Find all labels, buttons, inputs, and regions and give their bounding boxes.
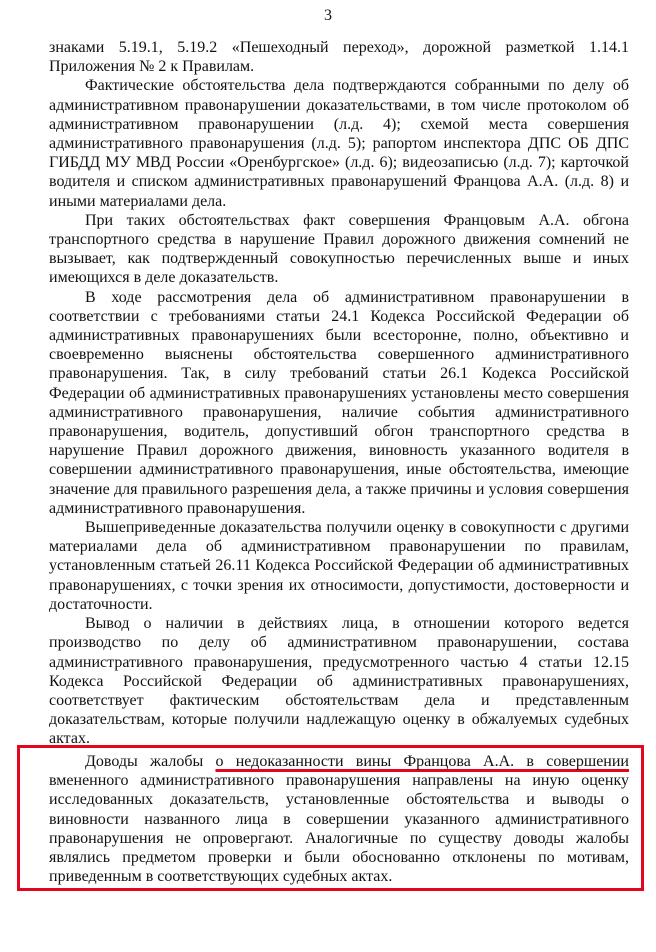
document-body	[49, 38, 629, 749]
highlighted-text-end: вмененного административного правонарушения направлены на иную оценку исследованных доказательств, установленные обстоятельства и выводы о виновности названного лица в совершении указанного административного правонарушения не опровергают. Аналогичные по существу доводы жалобы являлись предметом проверки и были обоснованно отклонены по мотивам, приведенным в соответствующих судебных актах.	[49, 772, 629, 886]
paragraph-review: В ходе рассмотрения дела об административном правонарушении в соответствии с требованиями статьи 24.1 Кодекса Российской Федерации об административных правонарушениях были всесторонне, полно, объективно и своевременно выяснены обстоятельства совершенного административного правонарушения. Так, в силу требований статьи 26.1 Кодекса Российской Федерации об административных правонарушениях установлены место совершения административного правонарушения, наличие события административного правонарушения, водитель, допустивший обгон транспортного средства в нарушение Правил дорожного движения, виновность указанного водителя в совершении административного правонарушения, иные обстоятельства, имеющие значение для правильного разрешения дела, а также причины и условия совершения административного правонарушения.	[49, 288, 629, 517]
highlighted-paragraph	[49, 752, 629, 886]
paragraph-continuation: знаками 5.19.1, 5.19.2 «Пешеходный переход», дорожной разметкой 1.14.1 Приложения № 2 к Правилам.	[49, 39, 629, 76]
page-number: 3	[324, 7, 332, 24]
paragraph-circumstances: При таких обстоятельствах факт совершения Францовым А.А. обгона транспортного средства в нарушение Правил дорожного движения сомнений не вызывает, как подтвержденный совокупностью перечисленных выше и иных имеющихся в деле доказательств.	[49, 211, 629, 287]
paragraph-conclusion: Вывод о наличии в действиях лица, в отношении которого ведется производство по делу об административном правонарушении, состава административного правонарушения, предусмотренного частью 4 статьи 12.15 Кодекса Российской Федерации об административных правонарушениях, соответствует фактическим обстоятельствам дела и представленным доказательствам, которые получили надлежащую оценку в обжалуемых судебных актах.	[49, 615, 629, 748]
highlighted-text-start: Доводы жалобы	[85, 753, 216, 770]
underlined-phrase: о недоказанности вины Францова А.А. в совершении	[215, 753, 629, 770]
paragraph-assessment: Вышеприведенные доказательства получили оценку в совокупности с другими материалами дела об административном правонарушении по правилам, установленным статьей 26.11 Кодекса Российской Федерации об административных правонарушениях, с точки зрения их относимости, допустимости, достоверности и достаточности.	[49, 519, 629, 613]
paragraph-evidence: Фактические обстоятельства дела подтверждаются собранными по делу об административном правонарушении доказательствами, в том числе протоколом об административном правонарушении (л.д. 4); схемой места совершения административного правонарушения (л.д. 5); рапортом инспектора ДПС ОБ ДПС ГИБДД МУ МВД России «Оренбургское» (л.д. 6); видеозаписью (л.д. 7); карточкой водителя и списком административных правонарушений Францова А.А. (л.д. 8) и иными материалами дела.	[49, 77, 629, 210]
